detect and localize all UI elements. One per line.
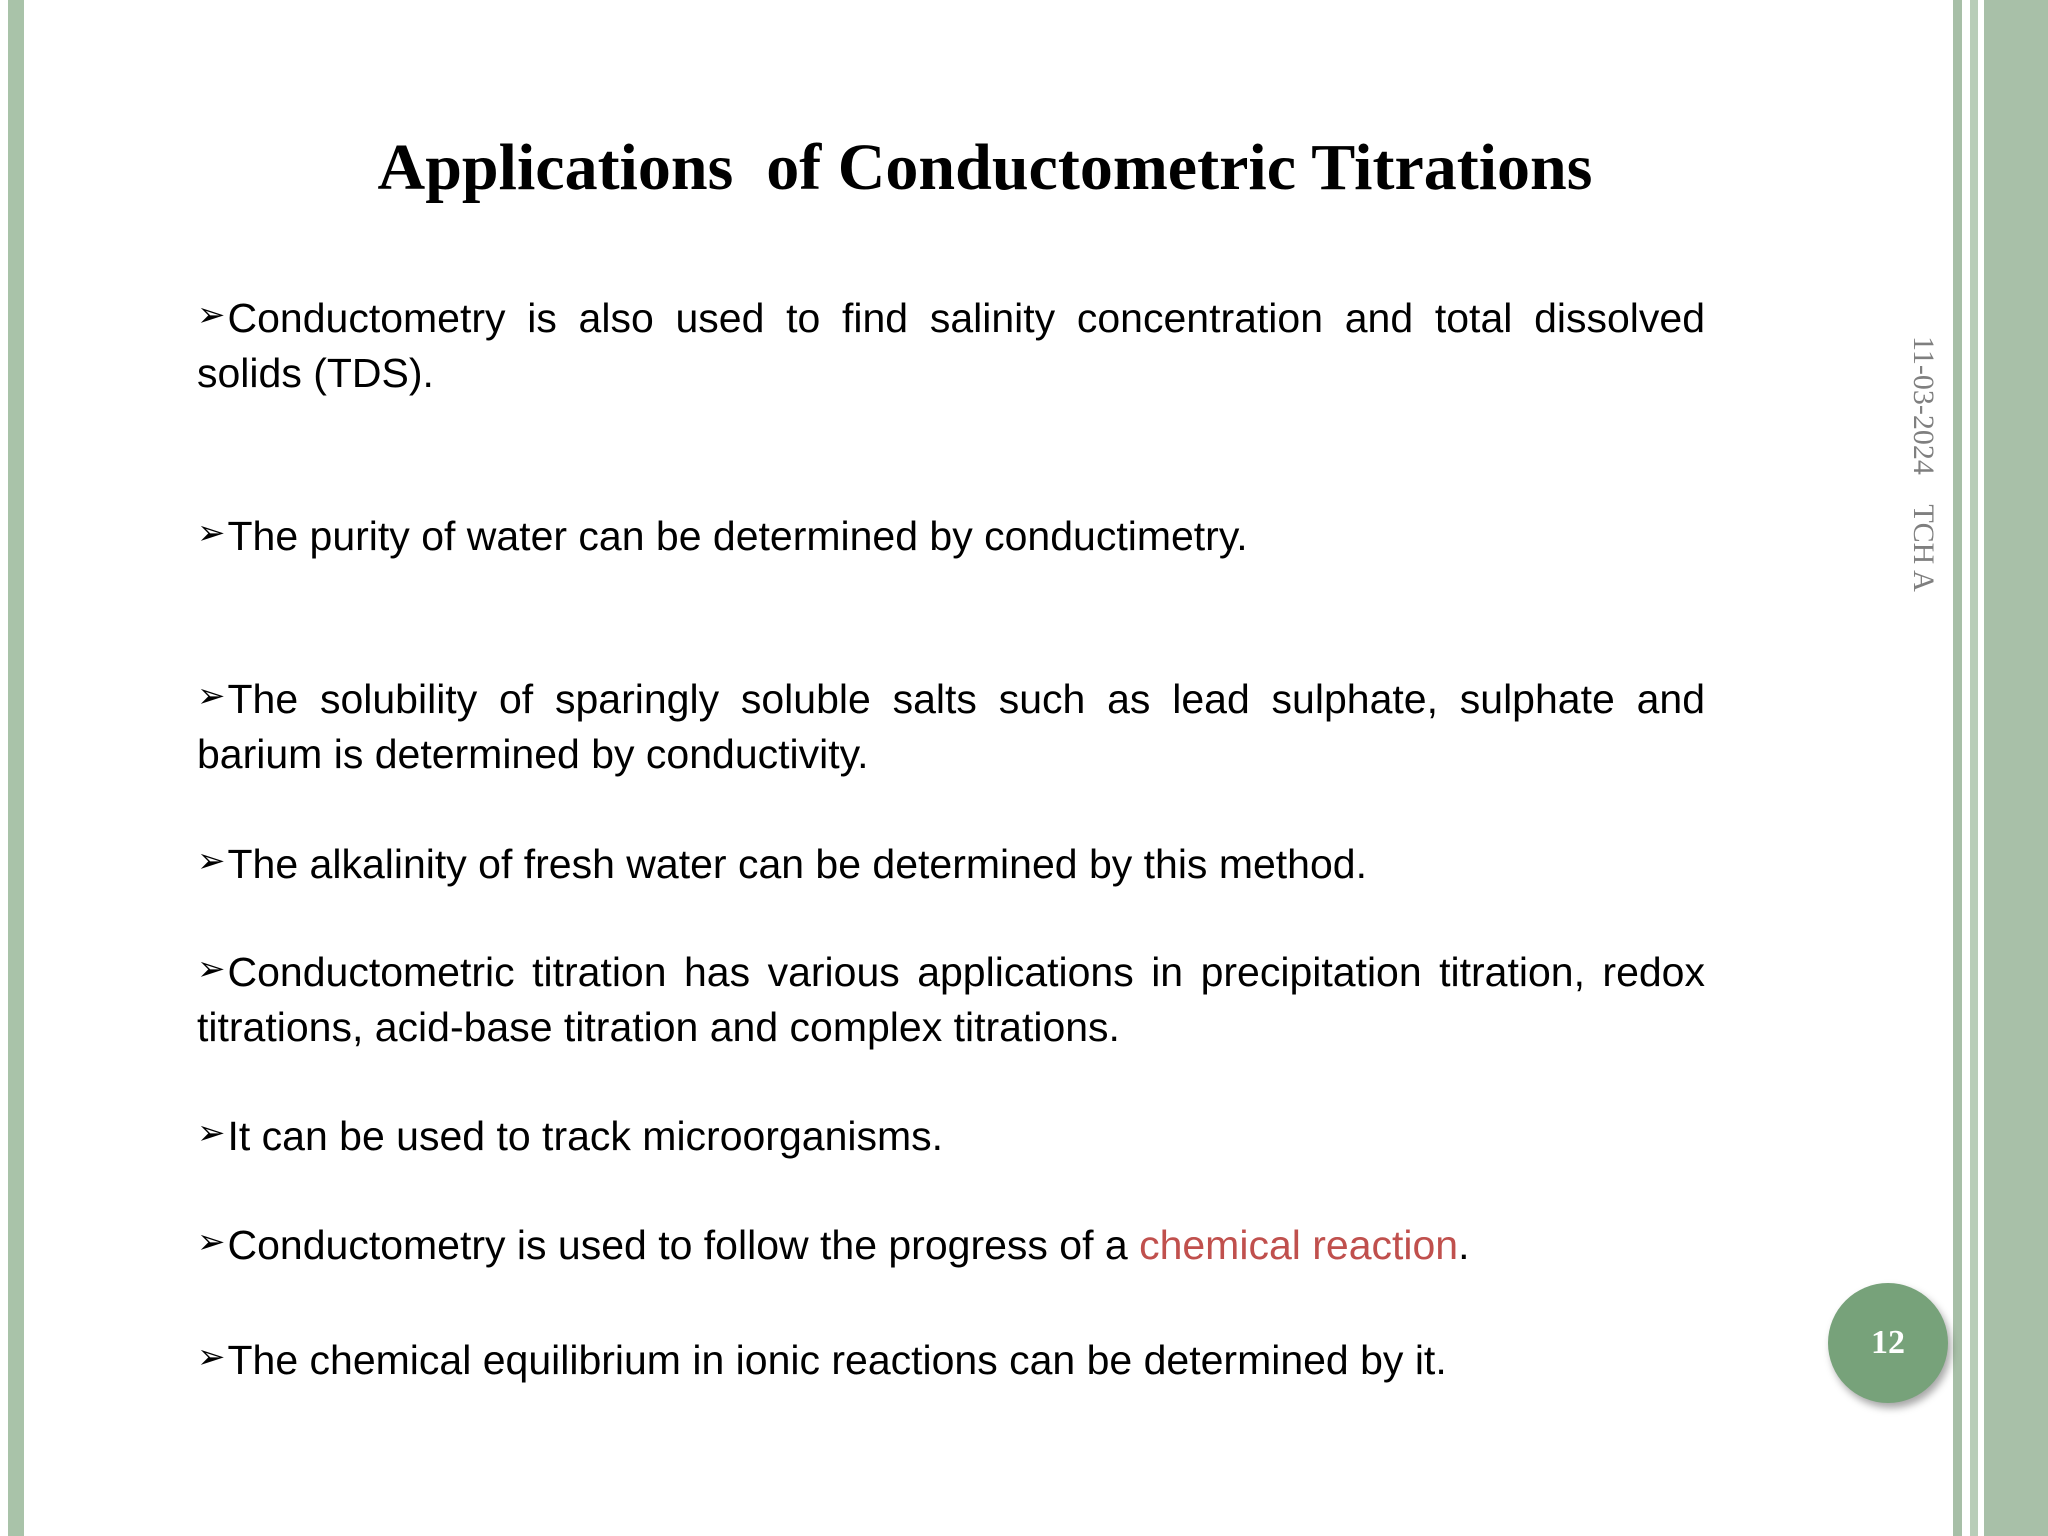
arrow-bullet-icon: ➢ bbox=[197, 677, 226, 715]
bullet-list bbox=[197, 0, 1705, 1536]
bullet-text: Conductometric titration has various applications in precipitation titration, redox titrations, acid-base titration and complex titrations. bbox=[197, 949, 1705, 1050]
highlighted-text: chemical reaction bbox=[1139, 1222, 1459, 1268]
bullet-text: It can be used to track microorganisms. bbox=[227, 1113, 944, 1159]
arrow-bullet-icon: ➢ bbox=[197, 842, 226, 880]
bullet-text: Conductometry is used to follow the progress of a bbox=[227, 1222, 1140, 1268]
date-author-label: 11-03-2024 TCH A bbox=[1907, 336, 1940, 592]
arrow-bullet-icon: ➢ bbox=[197, 950, 226, 988]
bullet-text: Conductometry is also used to find salinity concentration and total dissolved solids (TDS). bbox=[197, 295, 1705, 396]
arrow-bullet-icon: ➢ bbox=[197, 296, 226, 334]
deco-bar bbox=[1970, 0, 1978, 1536]
left-decorative-stripe bbox=[8, 0, 24, 1536]
arrow-bullet-icon: ➢ bbox=[197, 1223, 226, 1261]
deco-bar bbox=[1984, 0, 2048, 1536]
right-decorative-bars bbox=[1953, 0, 2048, 1536]
bullet-item bbox=[197, 942, 1705, 1055]
bullet-item bbox=[197, 669, 1705, 782]
bullet-text: The alkalinity of fresh water can be determined by this method. bbox=[227, 841, 1367, 887]
bullet-item bbox=[197, 1215, 1705, 1273]
page-number-badge: 12 bbox=[1828, 1283, 1948, 1403]
bullet-item bbox=[197, 288, 1705, 401]
deco-bar bbox=[1962, 0, 1970, 1536]
bullet-item bbox=[197, 1106, 1705, 1164]
arrow-bullet-icon: ➢ bbox=[197, 1114, 226, 1152]
arrow-bullet-icon: ➢ bbox=[197, 1338, 226, 1376]
bullet-text: . bbox=[1458, 1222, 1470, 1268]
slide-title: Applications of Conductometric Titrations bbox=[377, 131, 1593, 204]
bullet-text: The solubility of sparingly soluble salts such as lead sulphate, sulphate and barium is determined by conductivity. bbox=[197, 676, 1705, 777]
arrow-bullet-icon: ➢ bbox=[197, 514, 226, 552]
bullet-text: The chemical equilibrium in ionic reactions can be determined by it. bbox=[227, 1337, 1447, 1383]
bullet-text: The purity of water can be determined by conductimetry. bbox=[227, 513, 1248, 559]
bullet-item bbox=[197, 506, 1705, 564]
deco-bar bbox=[1953, 0, 1962, 1536]
bullet-item bbox=[197, 834, 1705, 892]
bullet-item bbox=[197, 1330, 1705, 1388]
